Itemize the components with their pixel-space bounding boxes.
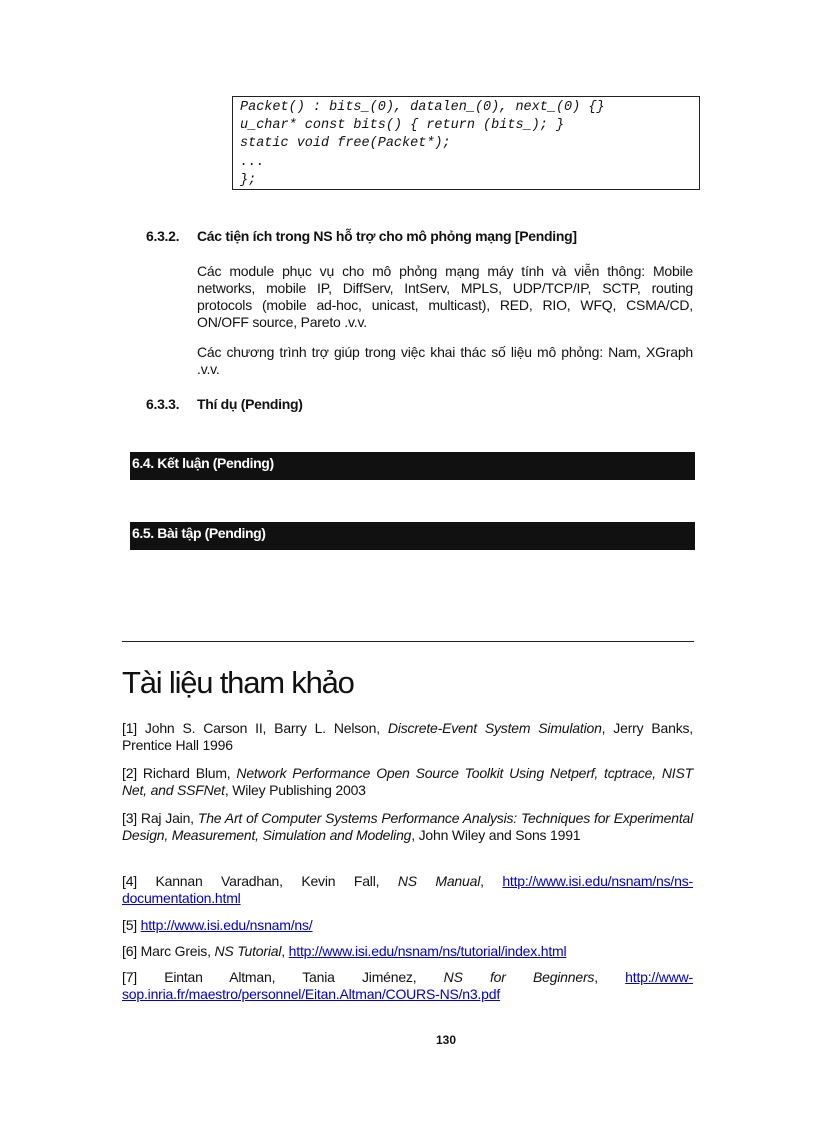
ref-authors: [1] John S. Carson II, Barry L. Nelson, [122,720,388,736]
ref-separator: , [480,873,503,889]
page-number: 130 [435,1033,457,1047]
ref-authors: [3] Raj Jain, [122,810,198,826]
ref-authors: [6] Marc Greis, [122,943,215,959]
ref-number: [5] [122,917,141,933]
horizontal-rule [122,641,694,642]
ref-title: Discrete-Event System Simulation [387,720,602,736]
reference-item [122,810,693,844]
section-number: 6.3.2. [146,228,180,244]
section-title: Các tiện ích trong NS hỗ trợ cho mô phỏng mạng [Pending] [197,228,577,244]
ref-title: NS Manual [397,873,481,889]
code-line: static void free(Packet*); [240,136,451,152]
ref-publisher: , Jerry Banks, Prentice Hall 1996 [122,720,693,753]
ref-link[interactable]: http://www.isi.edu/nsnam/ns/ns-documentation.html [122,873,693,906]
reference-item [122,765,693,799]
ref-title: Network Performance Open Source Toolkit Using Netperf, tcptrace, NIST Net, and SSFNet [122,765,693,798]
section-bar-6-4: 6.4. Kết luận (Pending) [130,452,695,480]
section-number: 6.3.3. [146,396,180,412]
code-line: ... [240,154,265,170]
ref-authors: [4] Kannan Varadhan, Kevin Fall, [122,873,398,889]
ref-title: NS for Beginners [443,969,595,985]
code-line: }; [240,172,257,188]
ref-publisher: , John Wiley and Sons 1991 [411,827,581,843]
code-line: Packet() : bits_(0), datalen_(0), next_(0) {} [240,100,605,115]
code-line: u_char* const bits() { return (bits_); } [240,118,565,134]
ref-authors: [7] Eintan Altman, Tania Jiménez, [122,969,444,985]
ref-title: The Art of Computer Systems Performance Analysis: Techniques for Experimental Design, Measurement, Simulation and Modeling [122,810,694,843]
ref-authors: [2] Richard Blum, [122,765,237,781]
section-heading-6-3-3 [146,396,303,412]
ref-separator: , [594,969,626,985]
section-bar-6-5: 6.5. Bài tập (Pending) [130,522,695,550]
paragraph-tools: Các chương trình trợ giúp trong việc khai thác số liệu mô phỏng: Nam, XGraph .v.v. [197,344,693,377]
reference-item [122,943,693,960]
reference-item [122,969,693,1003]
section-heading-6-3-2 [146,228,577,244]
ref-publisher: , Wiley Publishing 2003 [224,782,366,798]
references-heading: Tài liệu tham khảo [122,665,354,700]
ref-link[interactable]: http://www.isi.edu/nsnam/ns/tutorial/index.html [288,943,567,959]
ref-link[interactable]: http://www-sop.inria.fr/maestro/personnel/Eitan.Altman/COURS-NS/n3.pdf [122,969,693,1002]
ref-title: NS Tutorial [214,943,282,959]
reference-item [122,873,693,907]
ref-separator: , [281,943,289,959]
ref-link[interactable]: http://www.isi.edu/nsnam/ns/ [140,917,313,933]
reference-item [122,720,693,754]
paragraph-modules: Các module phục vụ cho mô phỏng mạng máy tính và viễn thông: Mobile networks, mobile IP, DiffServ, IntServ, MPLS, UDP/TCP/IP, SCTP, routing protocols (mobile ad-hoc, unicast, multicast), RED, RIO, WFQ, CSMA/CD, ON/OFF source, Pareto .v.v. [197,263,693,330]
reference-item [122,917,693,934]
code-block [232,96,700,190]
section-title: Thí dụ (Pending) [197,396,303,412]
